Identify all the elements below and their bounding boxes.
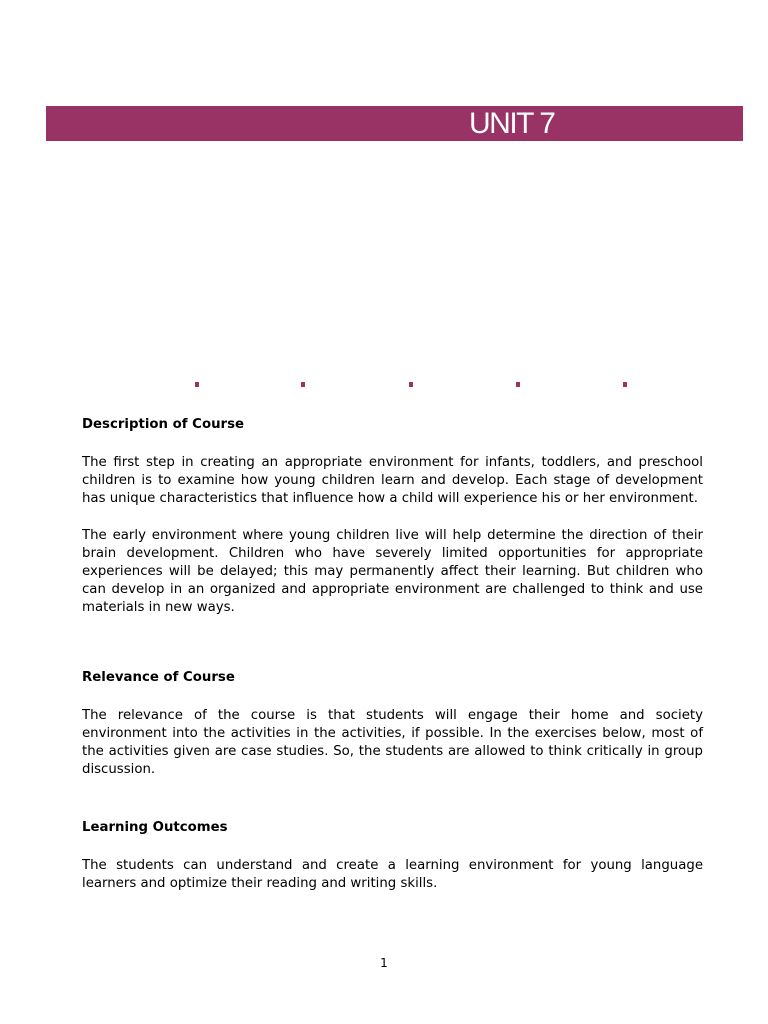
relevance-paragraph: The relevance of the course is that students will engage their home and society environment into the activities in the activities, if possible. In the exercises below, most of the activities given are case studies. So, the students are allowed to think critically in group discussion. <box>82 708 703 777</box>
description-paragraph-2: The early environment where young children live will help determine the direction of their brain development. Children who have severely limited opportunities for appropriate experiences will be delayed; this may permanently affect their learning. But children who can develop in an organized and appropriate environment are challenged to think and use materials in new ways. <box>82 528 703 615</box>
decorative-dot <box>195 382 199 387</box>
unit-banner <box>46 106 743 141</box>
course-content <box>82 416 703 893</box>
page-number: 1 <box>380 956 388 970</box>
decorative-dot <box>516 382 520 387</box>
decorative-dots <box>0 382 768 390</box>
unit-title: UNIT 7 <box>469 107 555 140</box>
outcomes-paragraph: The students can understand and create a learning environment for young language learners and optimize their reading and writing skills. <box>82 858 703 891</box>
decorative-dot <box>301 382 305 387</box>
description-paragraph-1: The first step in creating an appropriate environment for infants, toddlers, and preschool children is to examine how young children learn and develop. Each stage of development has unique characteristics that influence how a child will experience his or her environment. <box>82 455 703 506</box>
decorative-dot <box>623 382 627 387</box>
section-heading-description: Description of Course <box>82 417 245 432</box>
decorative-dot <box>409 382 413 387</box>
section-heading-relevance: Relevance of Course <box>82 670 235 685</box>
section-heading-outcomes: Learning Outcomes <box>82 820 228 835</box>
